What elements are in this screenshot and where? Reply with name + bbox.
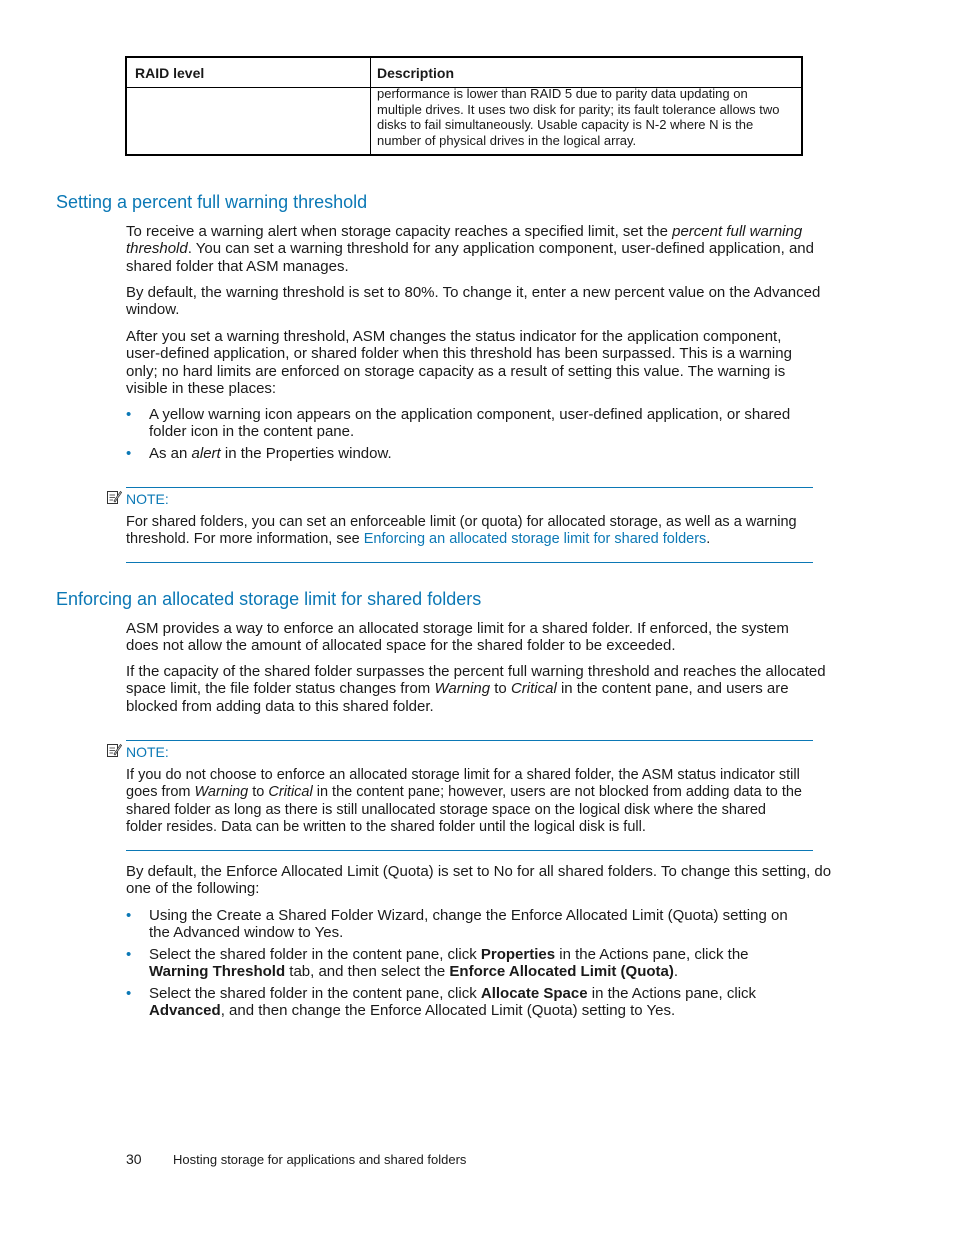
- table-cell-description: performance is lower than RAID 5 due to parity data updating on multiple drives. It uses two disk for parity; its fault tolerance allows two disks to fail simultaneously. Usable capacity is N-2 where N is the number of physical drives in the logical array.: [377, 86, 780, 148]
- text-run: to: [490, 680, 511, 698]
- bullet-marker: •: [126, 946, 132, 963]
- text-run: in the content pane; however, users are not blocked from adding data to the shared folder as long as there is still unallocated storage space on the logical disk where the shared folder resides. Data can be written to the shared folder until the logical disk is full.: [126, 784, 802, 835]
- italic-term: percent full warning threshold: [126, 223, 803, 258]
- table-header-row: [127, 58, 801, 88]
- note-text: [126, 767, 806, 836]
- text-run: in the content pane, and users are blocked from adding data to this shared folder.: [126, 680, 789, 715]
- note-label: NOTE:: [126, 744, 169, 760]
- note-bottom-rule: [126, 850, 813, 851]
- bullet-marker: •: [126, 907, 132, 924]
- bold-term: Warning Threshold: [149, 963, 286, 981]
- bullet-marker: •: [126, 985, 132, 1002]
- bold-term: Enforce Allocated Limit (Quota): [449, 963, 674, 981]
- text-run: Select the shared folder in the content pane, click: [149, 946, 481, 963]
- list-item: [149, 985, 774, 1020]
- bold-term: Advanced: [149, 1002, 221, 1020]
- table-header-raid-level: RAID level: [135, 65, 205, 81]
- text-run: . You can set a warning threshold for any application component, user-defined application, and shared folder that ASM manages.: [126, 240, 814, 275]
- text-run: in the Properties window.: [220, 445, 392, 462]
- list-item: Using the Create a Shared Folder Wizard, change the Enforce Allocated Limit (Quota) setting on the Advanced window to Yes.: [149, 907, 788, 942]
- text-run: .: [706, 531, 711, 548]
- bullet-marker: •: [126, 445, 132, 462]
- paragraph-capacity-surpasses: [126, 663, 832, 715]
- paragraph-after-threshold: After you set a warning threshold, ASM changes the status indicator for the application component, user-defined application, or shared folder when this threshold has been surpassed. This is a warning only; no hard limits are enforced on storage capacity as a result of setting this value. The warning is visible in these places:: [126, 328, 792, 397]
- text-run: to: [248, 784, 269, 801]
- italic-term: alert: [191, 445, 221, 462]
- note-icon: [106, 742, 122, 758]
- text-run: .: [673, 963, 679, 981]
- note-top-rule: [126, 487, 813, 488]
- note-text: [126, 514, 816, 549]
- section-heading-enforcing-limit: Enforcing an allocated storage limit for shared folders: [56, 589, 482, 609]
- paragraph-asm-provides: ASM provides a way to enforce an allocated storage limit for a shared folder. If enforced, the system does not allow the amount of allocated space for the shared folder to be exceeded.: [126, 620, 789, 655]
- list-item: [149, 946, 769, 981]
- link-enforcing-limit[interactable]: Enforcing an allocated storage limit for shared folders: [363, 531, 707, 548]
- footer-title: Hosting storage for applications and shared folders: [173, 1152, 467, 1167]
- list-item: [149, 445, 799, 462]
- paragraph-default-threshold: By default, the warning threshold is set to 80%. To change it, enter a new percent value on the Advanced window.: [126, 284, 821, 319]
- text-run: in the Actions pane, click: [587, 985, 757, 1002]
- text-run: As an: [149, 445, 192, 462]
- text-run: Select the shared folder in the content pane, click: [149, 985, 481, 1002]
- italic-term: Critical: [510, 680, 557, 698]
- table-header-description: Description: [377, 65, 455, 81]
- bold-term: Properties: [480, 946, 556, 963]
- note-top-rule: [126, 740, 813, 741]
- text-run: If the capacity of the shared folder surpasses the percent full warning threshold and reaches the allocated space limit, the file folder status changes from: [126, 663, 826, 698]
- table-column-divider: [370, 58, 371, 154]
- list-item: A yellow warning icon appears on the application component, user-defined application, or shared folder icon in the content pane.: [149, 406, 791, 441]
- text-run: For shared folders, you can set an enforceable limit (or quota) for allocated storage, as well as a warning threshold. For more information, see: [126, 514, 797, 548]
- note-label: NOTE:: [126, 491, 169, 507]
- text-run: To receive a warning alert when storage capacity reaches a specified limit, set the: [126, 223, 673, 240]
- note-icon: [106, 489, 122, 505]
- text-run: , and then change the Enforce Allocated Limit (Quota) setting to Yes.: [220, 1002, 676, 1020]
- bold-term: Allocate Space: [480, 985, 588, 1002]
- raid-table: [125, 56, 803, 156]
- section-heading-warning-threshold: Setting a percent full warning threshold: [56, 192, 368, 212]
- paragraph-default-quota: By default, the Enforce Allocated Limit (Quota) is set to No for all shared folders. To change this setting, do one of the following:: [126, 863, 832, 898]
- text-run: If you do not choose to enforce an allocated storage limit for a shared folder, the ASM status indicator still goes from: [126, 767, 800, 801]
- note-bottom-rule: [126, 562, 813, 563]
- page-number: 30: [126, 1151, 142, 1167]
- bullet-marker: •: [126, 406, 132, 423]
- italic-term: Warning: [194, 784, 249, 801]
- text-run: tab, and then select the: [285, 963, 450, 981]
- paragraph-warning-intro: [126, 223, 832, 275]
- italic-term: Critical: [268, 784, 313, 801]
- text-run: in the Actions pane, click the: [555, 946, 749, 963]
- italic-term: Warning: [434, 680, 491, 698]
